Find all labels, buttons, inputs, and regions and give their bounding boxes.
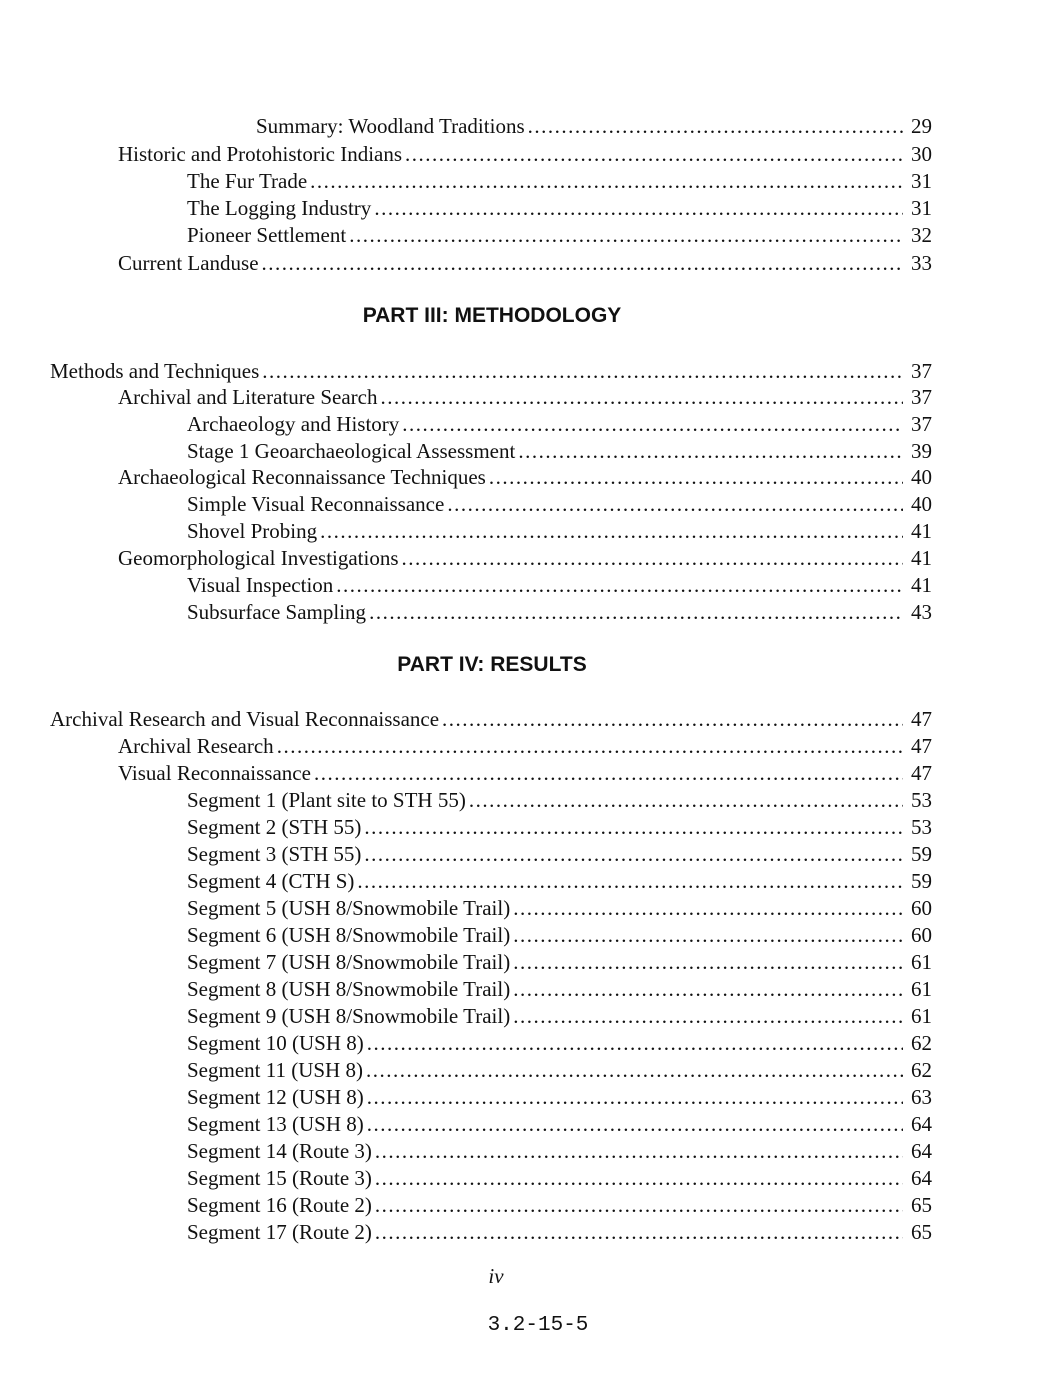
- dot-leader: [405, 140, 903, 168]
- toc-entry: [50, 357, 932, 385]
- toc-entry-page: 60: [911, 896, 932, 920]
- toc-entry-title: Segment 16 (Route 2): [187, 1193, 372, 1217]
- dot-leader: [513, 921, 903, 949]
- dot-leader: [336, 571, 903, 599]
- toc-entry-page: 33: [911, 251, 932, 275]
- toc-entry-title: Archival Research: [118, 734, 274, 758]
- toc-entry-title: Segment 12 (USH 8): [187, 1085, 364, 1109]
- dot-leader: [528, 112, 903, 140]
- toc-entry: [187, 786, 932, 814]
- toc-entry-title: Archival and Literature Search: [118, 385, 378, 409]
- toc-entry-title: Methods and Techniques: [50, 359, 260, 383]
- toc-entry: [187, 221, 932, 249]
- dot-leader: [442, 705, 903, 733]
- toc-entry: [187, 598, 932, 626]
- toc-entry: [187, 1191, 932, 1219]
- document-code: 3.2-15-5: [487, 1314, 589, 1337]
- toc-entry: [187, 1218, 932, 1246]
- toc-entry: [118, 759, 932, 787]
- toc-entry: [187, 437, 932, 465]
- toc-entry-title: Segment 1 (Plant site to STH 55): [187, 788, 466, 812]
- dot-leader: [364, 840, 903, 868]
- toc-entry-page: 62: [911, 1058, 932, 1082]
- dot-leader: [369, 598, 903, 626]
- part-heading: PART III: METHODOLOGY: [362, 304, 622, 327]
- toc-entry: [187, 1164, 932, 1192]
- toc-entry-page: 31: [911, 169, 932, 193]
- toc-entry-title: Segment 17 (Route 2): [187, 1220, 372, 1244]
- toc-entry-title: Historic and Protohistoric Indians: [118, 142, 403, 166]
- toc-entry: [187, 840, 932, 868]
- toc-entry-page: 59: [911, 869, 932, 893]
- toc-entry-page: 53: [911, 815, 932, 839]
- toc-entry-title: Archival Research and Visual Reconnaissance: [50, 707, 440, 731]
- toc-entry: [118, 249, 932, 277]
- dot-leader: [262, 249, 903, 277]
- toc-entry-title: The Fur Trade: [187, 169, 308, 193]
- toc-entry: [187, 1083, 932, 1111]
- toc-entry: [187, 1002, 932, 1030]
- toc-entry-page: 32: [911, 223, 932, 247]
- toc-entry: [118, 463, 932, 491]
- toc-entry-title: Segment 14 (Route 3): [187, 1139, 372, 1163]
- toc-entry: [256, 112, 932, 140]
- dot-leader: [366, 1056, 903, 1084]
- toc-entry-page: 63: [911, 1085, 932, 1109]
- toc-entry-title: Visual Reconnaissance: [118, 761, 311, 785]
- toc-entry-page: 40: [911, 492, 932, 516]
- toc-entry-page: 40: [911, 465, 932, 489]
- toc-entry: [187, 867, 932, 895]
- toc-entry-title: Segment 2 (STH 55): [187, 815, 362, 839]
- toc-entry-page: 37: [911, 412, 932, 436]
- toc-entry-page: 47: [911, 734, 932, 758]
- dot-leader: [513, 894, 903, 922]
- toc-entry-title: Summary: Woodland Traditions: [256, 114, 525, 138]
- toc-entry-page: 30: [911, 142, 932, 166]
- toc-entry-page: 41: [911, 519, 932, 543]
- toc-entry-title: Segment 4 (CTH S): [187, 869, 355, 893]
- toc-entry: [187, 1029, 932, 1057]
- toc-entry: [187, 1110, 932, 1138]
- toc-entry-page: 64: [911, 1166, 932, 1190]
- dot-leader: [513, 948, 903, 976]
- toc-entry-title: Simple Visual Reconnaissance: [187, 492, 445, 516]
- dot-leader: [380, 383, 903, 411]
- toc-entry-title: Stage 1 Geoarchaeological Assessment: [187, 439, 516, 463]
- toc-entry-title: Segment 13 (USH 8): [187, 1112, 364, 1136]
- toc-entry-title: Segment 3 (STH 55): [187, 842, 362, 866]
- toc-entry: [118, 140, 932, 168]
- toc-entry-page: 37: [911, 385, 932, 409]
- toc-entry: [187, 1056, 932, 1084]
- toc-entry: [187, 571, 932, 599]
- toc-entry-title: Segment 5 (USH 8/Snowmobile Trail): [187, 896, 511, 920]
- toc-entry-title: Archaeology and History: [187, 412, 400, 436]
- toc-entry-title: Geomorphological Investigations: [118, 546, 399, 570]
- toc-entry-title: Segment 7 (USH 8/Snowmobile Trail): [187, 950, 511, 974]
- dot-leader: [513, 975, 903, 1003]
- toc-entry-page: 41: [911, 573, 932, 597]
- toc-entry-page: 53: [911, 788, 932, 812]
- toc-entry-page: 29: [911, 114, 932, 138]
- toc-entry: [118, 383, 932, 411]
- dot-leader: [489, 463, 903, 491]
- toc-entry-page: 37: [911, 359, 932, 383]
- toc-entry: [187, 975, 932, 1003]
- toc-entry-page: 47: [911, 707, 932, 731]
- toc-entry-title: Segment 10 (USH 8): [187, 1031, 364, 1055]
- toc-entry-title: Segment 9 (USH 8/Snowmobile Trail): [187, 1004, 511, 1028]
- toc-entry: [187, 921, 932, 949]
- dot-leader: [447, 490, 903, 518]
- dot-leader: [402, 544, 903, 572]
- toc-entry-title: Current Landuse: [118, 251, 259, 275]
- dot-leader: [469, 786, 903, 814]
- dot-leader: [357, 867, 903, 895]
- toc-entry-title: Pioneer Settlement: [187, 223, 347, 247]
- toc-entry: [187, 490, 932, 518]
- dot-leader: [375, 1191, 903, 1219]
- toc-entry: [187, 517, 932, 545]
- dot-leader: [375, 1218, 903, 1246]
- toc-entry: [118, 544, 932, 572]
- dot-leader: [262, 357, 903, 385]
- toc-entry-page: 31: [911, 196, 932, 220]
- dot-leader: [367, 1110, 903, 1138]
- dot-leader: [320, 517, 903, 545]
- toc-entry-page: 47: [911, 761, 932, 785]
- toc-entry-page: 61: [911, 950, 932, 974]
- toc-entry-page: 64: [911, 1112, 932, 1136]
- toc-entry-title: Segment 8 (USH 8/Snowmobile Trail): [187, 977, 511, 1001]
- toc-entry: [187, 194, 932, 222]
- dot-leader: [367, 1029, 903, 1057]
- page-folio: iv: [488, 1264, 504, 1288]
- dot-leader: [364, 813, 903, 841]
- part-heading: PART IV: RESULTS: [397, 653, 587, 676]
- toc-entry-page: 59: [911, 842, 932, 866]
- toc-entry-page: 41: [911, 546, 932, 570]
- toc-entry-page: 61: [911, 977, 932, 1001]
- dot-leader: [314, 759, 903, 787]
- toc-entry-page: 65: [911, 1193, 932, 1217]
- toc-entry-page: 60: [911, 923, 932, 947]
- toc-entry-page: 39: [911, 439, 932, 463]
- dot-leader: [374, 194, 903, 222]
- toc-entry: [50, 705, 932, 733]
- toc-entry-title: Segment 11 (USH 8): [187, 1058, 363, 1082]
- dot-leader: [367, 1083, 903, 1111]
- dot-leader: [375, 1137, 903, 1165]
- toc-entry-title: The Logging Industry: [187, 196, 372, 220]
- toc-entry-title: Visual Inspection: [187, 573, 334, 597]
- toc-entry: [187, 167, 932, 195]
- toc-entry-title: Archaeological Reconnaissance Techniques: [118, 465, 486, 489]
- toc-entry-page: 62: [911, 1031, 932, 1055]
- dot-leader: [513, 1002, 903, 1030]
- dot-leader: [375, 1164, 903, 1192]
- toc-entry-page: 65: [911, 1220, 932, 1244]
- toc-entry-page: 43: [911, 600, 932, 624]
- toc-entry-title: Subsurface Sampling: [187, 600, 367, 624]
- dot-leader: [349, 221, 903, 249]
- toc-entry-title: Shovel Probing: [187, 519, 318, 543]
- toc-entry: [118, 732, 932, 760]
- toc-entry-title: Segment 15 (Route 3): [187, 1166, 372, 1190]
- toc-entry: [187, 410, 932, 438]
- toc-entry: [187, 813, 932, 841]
- dot-leader: [402, 410, 903, 438]
- dot-leader: [277, 732, 903, 760]
- toc-entry: [187, 948, 932, 976]
- dot-leader: [518, 437, 903, 465]
- dot-leader: [310, 167, 903, 195]
- toc-entry-page: 61: [911, 1004, 932, 1028]
- toc-entry-page: 64: [911, 1139, 932, 1163]
- toc-entry: [187, 1137, 932, 1165]
- toc-entry-title: Segment 6 (USH 8/Snowmobile Trail): [187, 923, 511, 947]
- toc-entry: [187, 894, 932, 922]
